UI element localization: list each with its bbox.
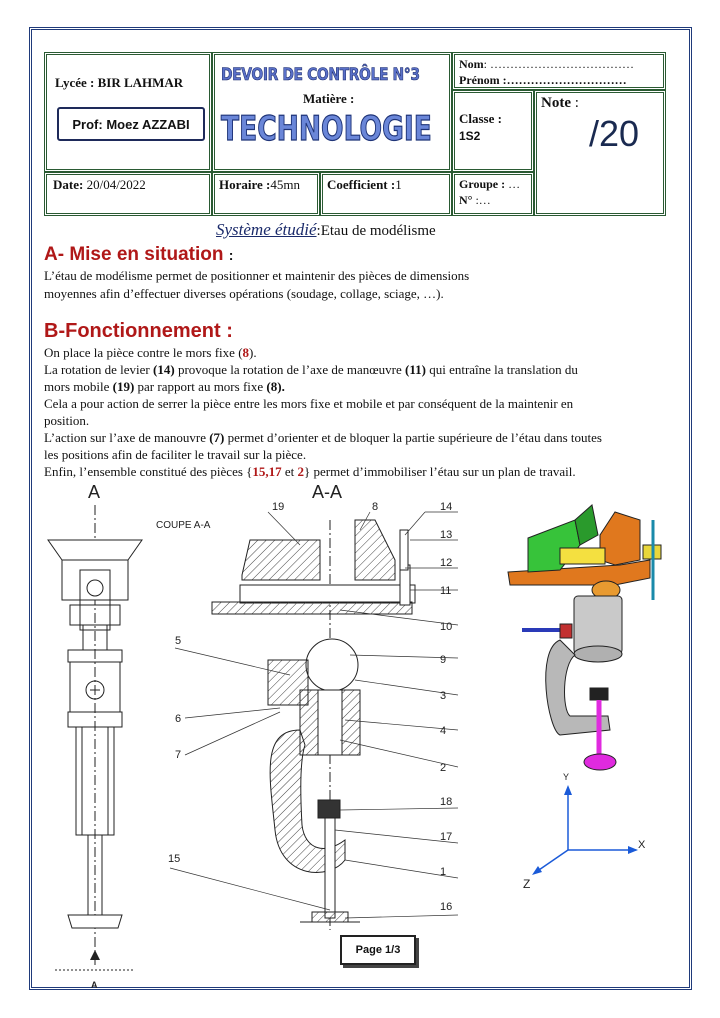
part-label-7: 7	[175, 749, 182, 761]
isometric-vise-view	[508, 505, 661, 770]
part-label-16: 16	[440, 901, 453, 913]
section-b-title: B-Fonctionnement :	[44, 320, 233, 342]
part-label-9: 9	[440, 654, 447, 666]
axis-z-label: Z	[523, 877, 531, 891]
section-aa-drawing	[212, 520, 415, 930]
part-label-11: 11	[440, 585, 452, 597]
note-value: /20	[589, 113, 640, 154]
coupe-label: COUPE A-A	[156, 520, 211, 531]
part-label-8: 8	[372, 501, 379, 513]
part-label-1: 1	[440, 866, 447, 878]
view-a-label: A	[88, 482, 101, 502]
part-label-5: 5	[175, 635, 182, 647]
axis-y-label: Y	[563, 772, 570, 782]
axis-x-label: X	[638, 839, 646, 851]
prenom-field: Prénom :…………………………	[459, 73, 627, 87]
section-b-p3b: position.	[44, 413, 90, 428]
part-label-10: 10	[440, 621, 453, 633]
section-b-p1: On place la pièce contre le mors fixe (8).	[44, 345, 257, 360]
section-b-p3a: Cela a pour action de serrer la pièce entre les mors fixe et mobile et par conséquent de la maintenir en	[44, 396, 574, 411]
part-label-15: 15	[168, 853, 181, 865]
nom-field: Nom: ………………………………	[459, 57, 635, 71]
systeme-label: Système étudié	[216, 220, 317, 239]
devoir-title: DEVOIR DE CONTRÔLE N°3	[221, 65, 420, 85]
section-a-title: A- Mise en situation :	[44, 244, 234, 265]
groupe-field: Groupe : …	[459, 177, 521, 191]
matiere-label: Matière :	[303, 91, 355, 106]
systeme-value: :Etau de modélisme	[316, 223, 436, 239]
section-b-p2b: mors mobile (19) par rapport au mors fixe (8).	[44, 379, 285, 394]
part-label-6: 6	[175, 713, 182, 725]
view-aa-label: A-A	[312, 482, 343, 502]
note-label: Note :	[541, 95, 579, 111]
part-label-13: 13	[440, 529, 453, 541]
xyz-axes	[532, 785, 638, 875]
view-a-arrow-label: A	[91, 980, 98, 990]
school-name: Lycée : BIR LAHMAR	[55, 75, 184, 90]
subject-title: TECHNOLOGIE	[221, 109, 432, 149]
part-label-12: 12	[440, 557, 453, 569]
prof-name: Prof: Moez AZZABI	[57, 107, 205, 141]
section-a-line1: L’étau de modélisme permet de positionner et maintenir des pièces de dimensions	[44, 268, 470, 283]
section-b-p4b: les positions afin de faciliter le travail sur la pièce.	[44, 447, 307, 462]
part-label-3: 3	[440, 690, 447, 702]
classe-value: 1S2	[459, 129, 481, 143]
part-label-14: 14	[440, 501, 453, 513]
view-a-drawing	[48, 505, 142, 970]
part-label-4: 4	[440, 725, 447, 737]
section-b-p2a: La rotation de levier (14) provoque la rotation de l’axe de manœuvre (11) qui entraîne la translation du	[44, 362, 578, 377]
exam-date: Date: 20/04/2022	[53, 177, 146, 192]
section-b-p4a: L’action sur l’axe de manouvre (7) permet d’orienter et de bloquer la partie supérieure de l’étau dans toutes	[44, 430, 602, 445]
page-number-box: Page 1/3	[340, 935, 416, 965]
horaire-field: Horaire :45mn	[219, 177, 301, 192]
section-b-p5: Enfin, l’ensemble constitué des pièces {15,17 et 2} permet d’immobiliser l’étau sur un plan de travail.	[44, 464, 576, 479]
section-a-line2: moyennes afin d’effectuer diverses opérations (soudage, collage, sciage, …).	[44, 286, 444, 301]
coef-field: Coefficient :1	[327, 177, 402, 192]
part-label-2: 2	[440, 762, 447, 774]
part-label-18: 18	[440, 796, 453, 808]
part-label-17: 17	[440, 831, 453, 843]
numero-field: N° :…	[459, 193, 491, 207]
part-label-19: 19	[272, 501, 285, 513]
classe-label: Classe :	[459, 111, 502, 126]
